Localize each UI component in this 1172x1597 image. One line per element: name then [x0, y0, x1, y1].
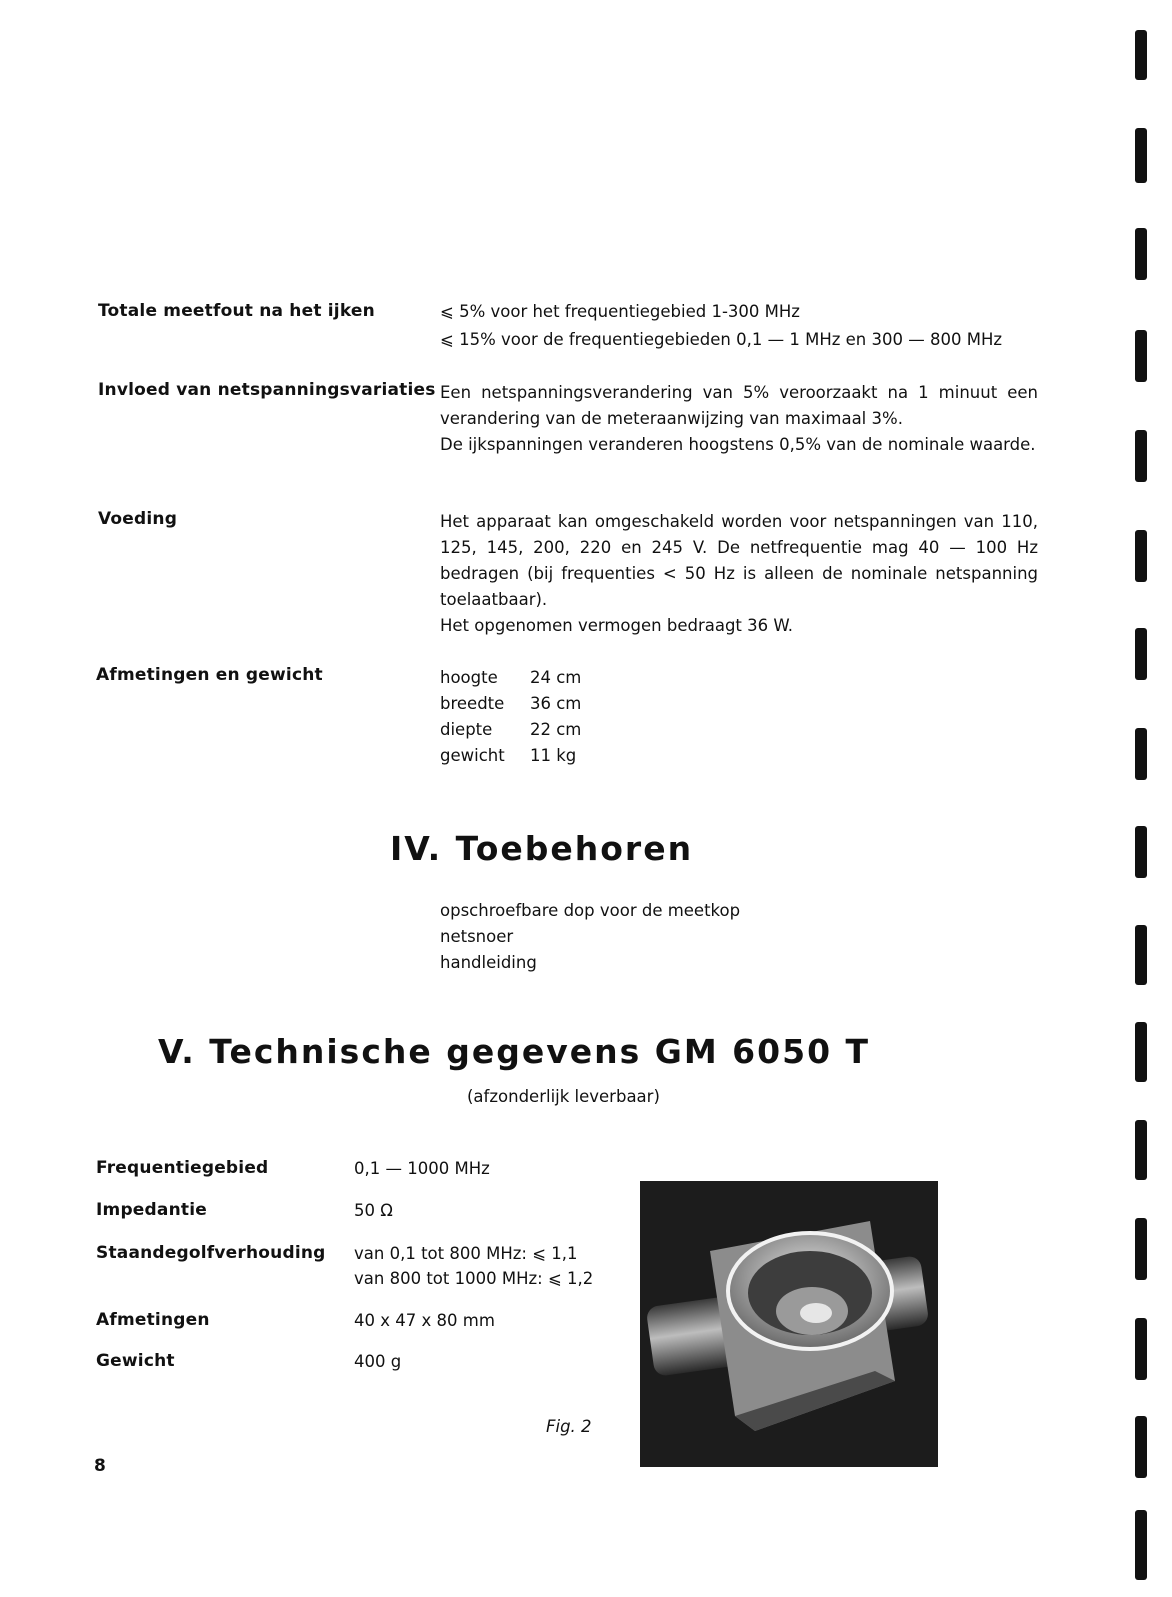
dimension-name: gewicht [440, 746, 505, 765]
dimension-row-hoogte [440, 665, 610, 691]
binding-mark [1135, 628, 1147, 680]
tech-label-gewicht: Gewicht [96, 1351, 175, 1371]
tech-value-staandegolf-2: van 800 tot 1000 MHz: ⩽ 1,2 [354, 1269, 594, 1288]
dimensions-table [440, 665, 610, 769]
spec-value-netspanning-2: De ijkspanningen veranderen hoogstens 0,5% van de nominale waarde. [440, 435, 1036, 454]
section-subtitle: (afzonderlijk leverbaar) [467, 1087, 660, 1106]
spec-label-afmetingen-gewicht: Afmetingen en gewicht [96, 665, 323, 685]
binding-mark [1135, 530, 1147, 582]
tech-value-frequentiegebied: 0,1 — 1000 MHz [354, 1159, 490, 1178]
binding-mark [1135, 1318, 1147, 1380]
binding-mark [1135, 1022, 1147, 1082]
spec-label-voeding: Voeding [98, 509, 178, 529]
tech-label-frequentiegebied: Frequentiegebied [96, 1158, 269, 1178]
tech-label-staandegolf: Staandegolfverhouding [96, 1243, 326, 1263]
section-heading-toebehoren: IV. Toebehoren [390, 829, 694, 868]
spec-label-netspanning: Invloed van netspanningsvariaties [98, 380, 436, 400]
spec-label-meetfout: Totale meetfout na het ijken [98, 301, 375, 321]
spec-value-voeding-1: Het apparaat kan omgeschakeld worden voor netspanningen van 110, 125, 145, 200, 220 en 245 V. De netfrequentie mag 40 — 100 Hz bedragen (bij frequenties < 50 Hz is alleen de nominale netspanning toelaatbaar). [440, 512, 1038, 609]
tech-value-impedantie: 50 Ω [354, 1201, 393, 1220]
binding-mark [1135, 30, 1147, 80]
binding-mark [1135, 228, 1147, 280]
binding-mark [1135, 330, 1147, 382]
binding-mark [1135, 1218, 1147, 1280]
dimension-value: 36 cm [530, 694, 582, 713]
binding-mark [1135, 826, 1147, 878]
binding-mark [1135, 1120, 1147, 1180]
page-number: 8 [94, 1456, 107, 1476]
binding-mark [1135, 925, 1147, 985]
measuring-head-illustration [640, 1181, 938, 1467]
spec-value-voeding-2: Het opgenomen vermogen bedraagt 36 W. [440, 616, 794, 635]
tech-label-afmetingen: Afmetingen [96, 1310, 210, 1330]
binding-mark [1135, 430, 1147, 482]
dimension-name: breedte [440, 694, 505, 713]
accessory-item: handleiding [440, 953, 537, 972]
dimension-row-gewicht [440, 743, 610, 769]
dimension-value: 22 cm [530, 720, 582, 739]
tech-value-gewicht: 400 g [354, 1352, 402, 1371]
accessory-item: opschroefbare dop voor de meetkop [440, 901, 741, 920]
accessory-item: netsnoer [440, 927, 514, 946]
dimension-value: 24 cm [530, 668, 582, 687]
binding-mark [1135, 128, 1147, 183]
tech-label-impedantie: Impedantie [96, 1200, 207, 1220]
figure-caption: Fig. 2 [546, 1417, 592, 1436]
spec-value-meetfout-2: ⩽ 15% voor de frequentiegebieden 0,1 — 1 MHz en 300 — 800 MHz [440, 330, 1003, 349]
dimension-row-breedte [440, 691, 610, 717]
binding-mark [1135, 1510, 1147, 1580]
figure-photo [640, 1181, 938, 1467]
binding-mark [1135, 1416, 1147, 1478]
dimension-name: diepte [440, 720, 493, 739]
spec-value-netspanning-1: Een netspanningsverandering van 5% veroorzaakt na 1 minuut een verandering van de meteraanwijzing van maximaal 3%. [440, 383, 1038, 428]
tech-value-staandegolf-1: van 0,1 tot 800 MHz: ⩽ 1,1 [354, 1244, 578, 1263]
dimension-name: hoogte [440, 668, 498, 687]
binding-mark [1135, 728, 1147, 780]
spec-value-meetfout-1: ⩽ 5% voor het frequentiegebied 1-300 MHz [440, 302, 800, 321]
tech-value-afmetingen: 40 x 47 x 80 mm [354, 1311, 495, 1330]
section-heading-technische-gegevens: V. Technische gegevens GM 6050 T [158, 1032, 871, 1071]
dimension-row-diepte [440, 717, 610, 743]
dimension-value: 11 kg [530, 746, 577, 765]
